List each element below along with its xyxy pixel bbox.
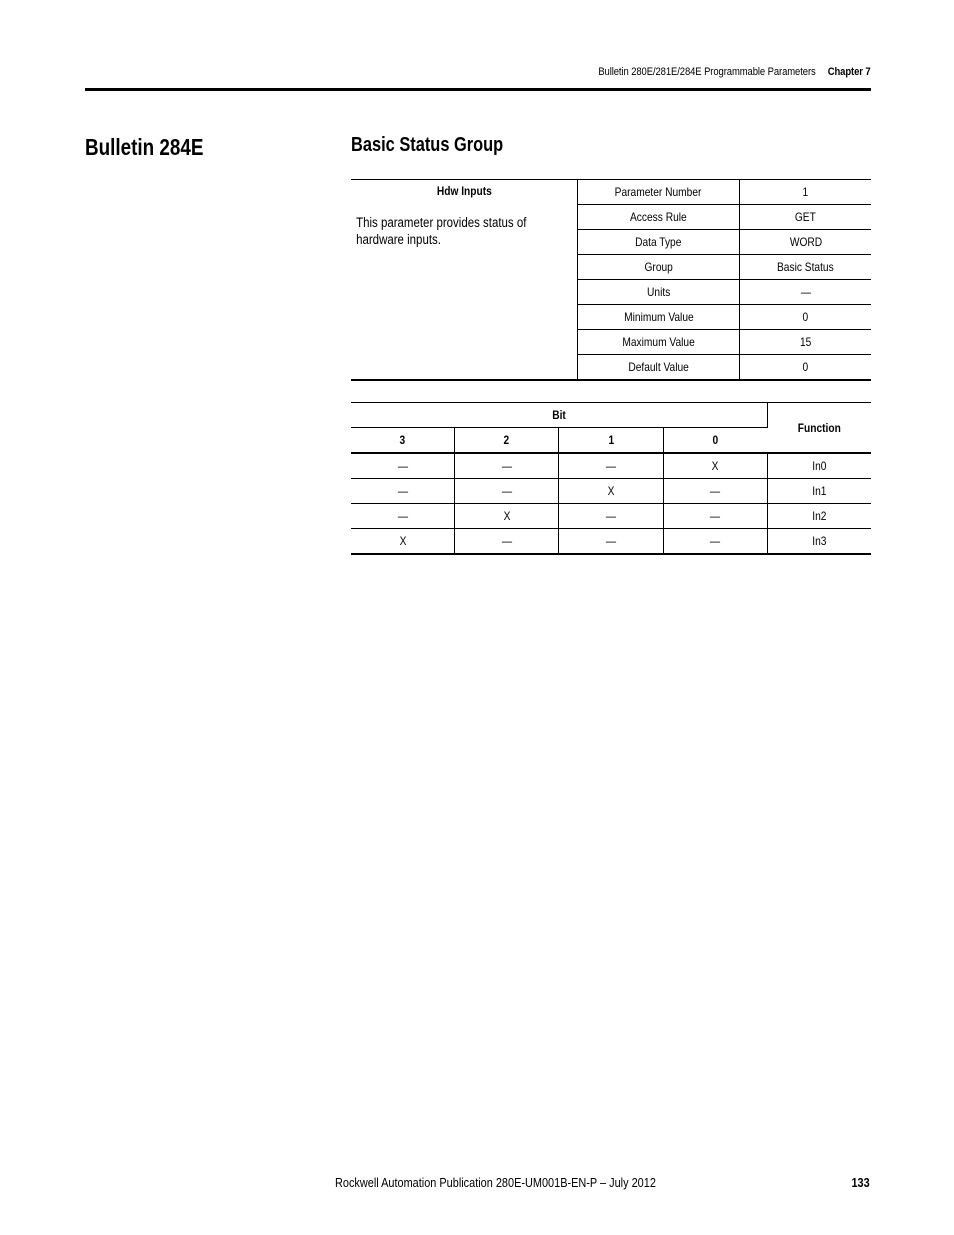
bit-cell: —	[397, 459, 408, 473]
parameter-label: Group	[644, 260, 673, 274]
parameter-name: Hdw Inputs	[436, 184, 492, 198]
bit-cell: —	[605, 509, 617, 523]
bit-number: 1	[608, 433, 614, 447]
parameter-value: 1	[802, 185, 809, 199]
page-number: 133	[851, 1175, 870, 1190]
bit-cell: —	[501, 459, 512, 473]
parameter-value: Basic Status	[777, 260, 834, 274]
parameter-value: —	[800, 285, 811, 299]
parameter-label: Parameter Number	[615, 185, 702, 199]
section-title: Bulletin 284E	[85, 134, 204, 160]
bit-cell: —	[710, 509, 721, 523]
bit-cell: X	[711, 459, 719, 473]
parameter-label: Default Value	[628, 360, 689, 374]
bit-cell: X	[503, 509, 511, 523]
function-cell: In3	[812, 534, 827, 548]
parameter-value: 0	[802, 310, 809, 324]
bit-header-row	[351, 403, 871, 428]
bit-cell: —	[605, 459, 617, 473]
running-header	[599, 66, 871, 78]
function-cell: In2	[812, 509, 827, 523]
parameter-description: This parameter provides status of hardware inputs.	[356, 215, 527, 247]
parameter-value: GET	[795, 210, 816, 224]
bit-cell: —	[710, 534, 721, 548]
parameter-label: Units	[646, 285, 671, 299]
table-row	[351, 479, 871, 504]
function-cell: In0	[812, 459, 827, 473]
bit-cell: —	[501, 484, 512, 498]
parameter-value: 0	[802, 360, 809, 374]
parameter-label: Data Type	[635, 235, 682, 249]
bit-cell: —	[397, 509, 408, 523]
parameter-label: Maximum Value	[622, 335, 695, 349]
bit-number: 0	[712, 433, 719, 447]
parameter-label: Access Rule	[630, 210, 687, 224]
parameter-label: Minimum Value	[623, 310, 694, 324]
parameter-value: 15	[799, 335, 812, 349]
table-row	[351, 504, 871, 529]
function-header: Function	[797, 420, 841, 435]
bit-cell: —	[397, 484, 408, 498]
parameter-description-cell	[351, 180, 578, 381]
bit-header: Bit	[552, 408, 566, 422]
bit-cell: X	[607, 484, 615, 498]
parameter-value: WORD	[789, 235, 822, 249]
table-row	[351, 453, 871, 479]
bit-cell: —	[501, 534, 512, 548]
publication-footer: Rockwell Automation Publication 280E-UM001B-EN-P – July 2012	[335, 1175, 656, 1190]
bit-cell: —	[605, 534, 617, 548]
bit-cell: —	[710, 484, 721, 498]
table-row	[351, 529, 871, 555]
bit-number: 3	[399, 433, 406, 447]
bit-number: 2	[503, 433, 510, 447]
bit-table	[351, 402, 871, 555]
header-rule	[85, 88, 871, 91]
parameter-table	[351, 179, 871, 381]
function-cell: In1	[812, 484, 827, 498]
group-title: Basic Status Group	[351, 134, 504, 156]
running-title: Bulletin 280E/281E/284E Programmable Parameters	[598, 66, 817, 78]
bit-cell: X	[399, 534, 406, 548]
parameter-row	[351, 180, 871, 205]
chapter-label: Chapter 7	[828, 66, 871, 78]
